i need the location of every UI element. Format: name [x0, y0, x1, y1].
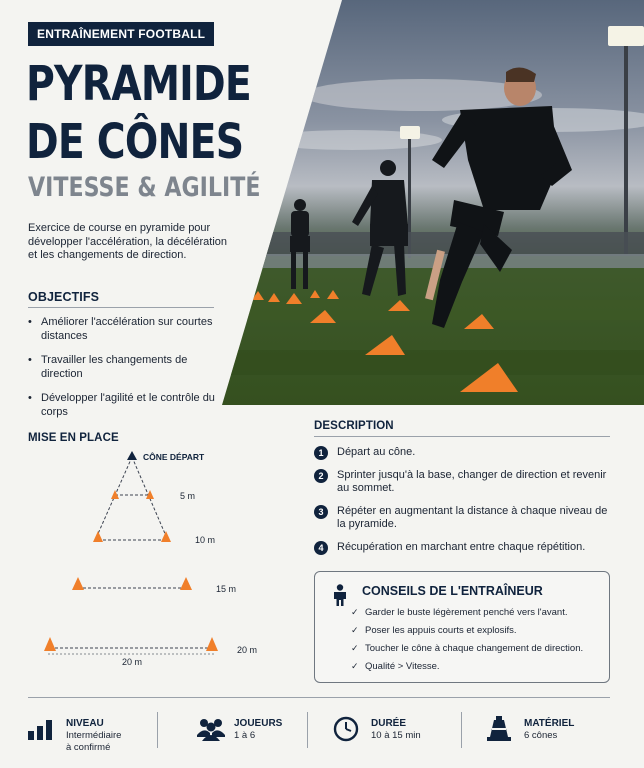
- coach-tips-box: [314, 571, 610, 683]
- cone-icon: [161, 531, 171, 542]
- footer-niveau-label: NIVEAU: [66, 718, 104, 729]
- footer-materiel-value: 6 cônes: [524, 730, 558, 741]
- step-number-2: 2: [314, 469, 328, 483]
- step-item: [314, 446, 614, 460]
- page-subtitle: VITESSE & AGILITÉ: [28, 172, 261, 203]
- tip-item: ✓ Poser les appuis courts et explosifs.: [351, 625, 583, 637]
- hero-photo: [222, 0, 644, 405]
- objective-item: • Travailler les changements de direction: [28, 354, 228, 381]
- distance-label: 15 m: [216, 584, 237, 594]
- step-item: [314, 505, 614, 532]
- step-number-1: 1: [314, 446, 328, 460]
- cone-icon: [487, 716, 511, 742]
- hero-photo-illustration: [222, 0, 644, 405]
- start-cone-label: CÔNE DÉPART: [143, 452, 205, 462]
- pyramid-diagram: [28, 448, 278, 674]
- tip-item: ✓ Garder le buste légèrement penché vers l'avant.: [351, 607, 583, 619]
- footer-duree-label: DURÉE: [371, 718, 407, 729]
- footer-separator: [157, 712, 158, 748]
- description-title: DESCRIPTION: [314, 420, 394, 432]
- players-icon: [196, 717, 226, 741]
- description-divider: [314, 436, 610, 437]
- clock-icon: [333, 716, 359, 742]
- coach-icon: [332, 584, 348, 606]
- description-steps: [314, 446, 614, 563]
- cone-icon: [206, 637, 218, 651]
- category-tag: ENTRAÎNEMENT FOOTBALL: [28, 22, 214, 46]
- coach-tips-title: CONSEILS DE L'ENTRAÎNEUR: [362, 584, 543, 598]
- footer-joueurs-value: 1 à 6: [234, 730, 256, 741]
- objective-item: • Améliorer l'accélération sur courtes distances: [28, 316, 228, 343]
- setup-title: MISE EN PLACE: [28, 432, 119, 444]
- cone-icon: [44, 637, 56, 651]
- step-text: Récupération en marchant entre chaque répétition.: [337, 540, 586, 553]
- intro-text: Exercice de course en pyramide pour développer l'accélération, la décélération et les changements de direction.: [28, 222, 228, 261]
- cones: [44, 490, 218, 651]
- step-item: [314, 469, 614, 496]
- cone-icon: [93, 531, 103, 542]
- objective-item: • Développer l'agilité et le contrôle du corps: [28, 392, 228, 419]
- pyramid-lines: [48, 457, 214, 654]
- distance-label: 5 m: [180, 491, 196, 501]
- footer-separator: [461, 712, 462, 748]
- distance-label: 10 m: [195, 535, 216, 545]
- objectives-list: [28, 316, 228, 430]
- footer-divider: [28, 697, 610, 698]
- step-number-3: 3: [314, 505, 328, 519]
- base-width-label: 20 m: [122, 657, 143, 667]
- footer-joueurs-label: JOUEURS: [234, 718, 283, 729]
- cone-icon: [180, 577, 192, 590]
- tip-item: ✓ Qualité > Vitesse.: [351, 661, 583, 673]
- cone-icon: [72, 577, 84, 590]
- start-cone-icon: [127, 451, 137, 460]
- step-item: [314, 541, 614, 555]
- step-number-4: 4: [314, 541, 328, 555]
- step-text: Sprinter jusqu'à la base, changer de direction et revenir au sommet.: [337, 468, 607, 494]
- step-text: Répéter en augmentant la distance à chaque niveau de la pyramide.: [337, 504, 608, 530]
- objectives-title: OBJECTIFS: [28, 290, 100, 304]
- objectives-divider: [28, 307, 214, 308]
- footer-duree-value: 10 à 15 min: [371, 730, 421, 741]
- page-title-line-1: PYRAMIDE: [26, 56, 251, 112]
- level-bars-icon: [28, 718, 54, 740]
- footer-separator: [307, 712, 308, 748]
- footer-materiel-label: MATÉRIEL: [524, 718, 575, 729]
- tip-item: ✓ Toucher le cône à chaque changement de direction.: [351, 643, 583, 655]
- distance-label: 20 m: [237, 645, 258, 655]
- footer-niveau-value: Intermédiaire à confirmé: [66, 730, 122, 753]
- step-text: Départ au cône.: [337, 446, 416, 458]
- coach-tips-list: [351, 607, 583, 679]
- page-title-line-2: DE CÔNES: [26, 114, 244, 170]
